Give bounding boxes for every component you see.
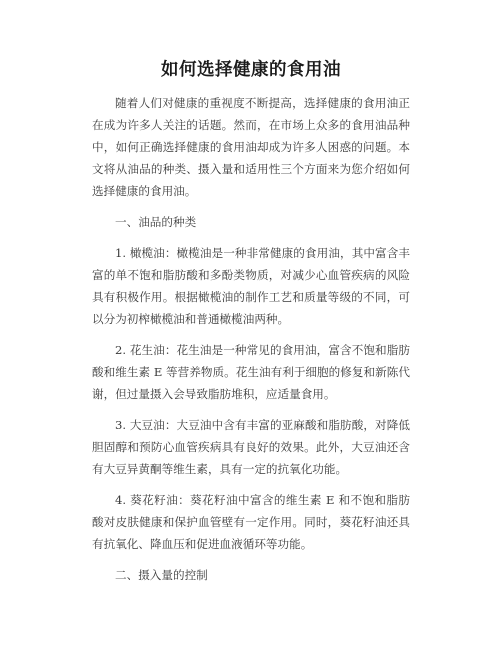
section-heading-oil-types: 一、油品的种类 (115, 215, 197, 229)
document-body (92, 92, 410, 595)
section-heading-intake-control: 二、摄入量的控制 (115, 568, 208, 582)
list-item-peanut-oil: 2. 花生油：花生油是一种常见的食用油，富含不饱和脂肪酸和维生素 E 等营养物质。花生油有利于细胞的修复和新陈代谢，但过量摄入会导致脂肪堆积，应适量食用。 (92, 343, 410, 401)
intro-paragraph: 随着人们对健康的重视度不断提高，选择健康的食用油正在成为许多人关注的话题。然而，在市场上众多的食用油品种中，如何正确选择健康的食用油却成为许多人困惑的问题。本文将从油品的种类、摄入量和适用性三个方面来为您介绍如何选择健康的食用油。 (92, 96, 410, 198)
list-item-olive-oil: 1. 橄榄油：橄榄油是一种非常健康的食用油，其中富含丰富的单不饱和脂肪酸和多酚类物质，对减少心血管疾病的风险具有积极作用。根据橄榄油的制作工艺和质量等级的不同，可以分为初榨橄榄油和普通橄榄油两种。 (92, 246, 410, 326)
document-title: 如何选择健康的食用油 (161, 60, 341, 80)
list-item-sunflower-oil: 4. 葵花籽油：葵花籽油中富含的维生素 E 和不饱和脂肪酸对皮肤健康和保护血管壁有一定作用。同时，葵花籽油还具有抗氧化、降血压和促进血液循环等功能。 (92, 493, 410, 551)
list-item-soybean-oil: 3. 大豆油：大豆油中含有丰富的亚麻酸和脂肪酸，对降低胆固醇和预防心血管疾病具有良好的效果。此外，大豆油还含有大豆异黄酮等维生素，具有一定的抗氧化功能。 (92, 418, 410, 476)
